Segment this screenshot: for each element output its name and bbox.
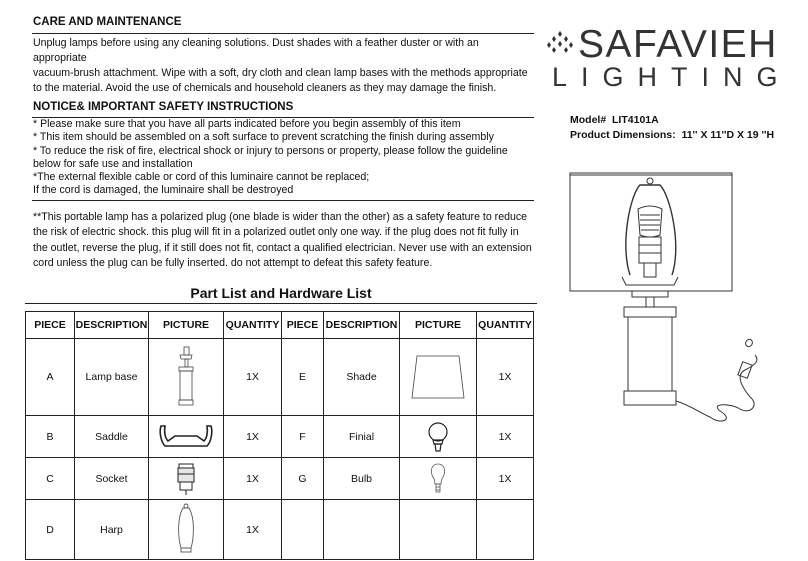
bulb-icon <box>428 462 448 496</box>
header-quantity: QUANTITY <box>477 312 534 339</box>
description-cell: Shade <box>324 339 400 416</box>
piece-cell: B <box>26 416 75 458</box>
header-piece: PIECE <box>26 312 75 339</box>
description-cell <box>324 500 400 560</box>
product-dimensions <box>570 129 774 141</box>
shade-outline <box>570 173 732 291</box>
picture-cell <box>400 416 477 458</box>
dimensions-value: 11'' X 11''D X 19 ''H <box>681 129 775 141</box>
description-cell: Lamp base <box>75 339 149 416</box>
care-line: to the material. Avoid the use of chemicals and household cleaners as they may damage the finish. <box>33 82 497 94</box>
socket-icon <box>173 462 199 496</box>
care-line: appropriate <box>33 52 87 64</box>
safety-line: below for safe use and installation <box>33 157 193 170</box>
care-line: vacuum-brush attachment. Wipe with a soft, dry cloth and clean lamp bases with the methods appropriate <box>33 67 528 79</box>
dimensions-label: Product Dimensions: <box>570 129 676 141</box>
quantity-cell: 1X <box>224 339 282 416</box>
header-description: DESCRIPTION <box>324 312 400 339</box>
quantity-cell <box>477 500 534 560</box>
quantity-cell: 1X <box>224 416 282 458</box>
header-picture: PICTURE <box>400 312 477 339</box>
table-header-row <box>26 312 534 339</box>
safety-text <box>33 118 508 198</box>
plug-notice <box>33 210 532 271</box>
care-line: Unplug lamps before using any cleaning solutions. Dust shades with a feather duster or with an <box>33 37 479 49</box>
safety-line: If the cord is damaged, the luminaire shall be destroyed <box>33 184 294 197</box>
care-divider <box>32 33 534 34</box>
table-row <box>26 339 534 416</box>
saddle-icon <box>157 422 215 452</box>
brand-subname: LIGHTING <box>552 62 792 92</box>
model-value: LIT4101A <box>612 114 659 126</box>
quantity-cell: 1X <box>477 458 534 500</box>
table-title-divider <box>25 303 537 304</box>
description-cell: Harp <box>75 500 149 560</box>
safety-line: * Please make sure that you have all parts indicated before you begin assembly of this item <box>33 118 461 130</box>
quantity-cell: 1X <box>224 500 282 560</box>
safety-line: * This item should be assembled on a soft surface to prevent scratching the finish during assembly <box>33 131 494 144</box>
piece-cell: C <box>26 458 75 500</box>
picture-cell <box>400 339 477 416</box>
picture-cell <box>149 416 224 458</box>
plug-line: the risk of electric shock. this plug will fit in a polarized outlet only one way. if the plug does not fit fully in <box>33 226 519 239</box>
table-row <box>26 416 534 458</box>
lamp-assembly-illustration <box>560 165 790 435</box>
brand-name: SAFAVIEH <box>578 23 778 66</box>
piece-cell <box>282 500 324 560</box>
piece-cell: F <box>282 416 324 458</box>
care-text <box>33 36 528 96</box>
header-picture: PICTURE <box>149 312 224 339</box>
picture-cell <box>149 500 224 560</box>
picture-cell <box>400 500 477 560</box>
plug-line: **This portable lamp has a polarized plug (one blade is wider than the other) as a safety feature to reduce <box>33 211 528 223</box>
safety-line: *The external flexible cable or cord of this luminaire cannot be replaced; <box>33 171 370 184</box>
safety-bottom-divider <box>32 200 534 201</box>
model-number <box>570 114 659 126</box>
description-cell: Socket <box>75 458 149 500</box>
picture-cell <box>400 458 477 500</box>
table-row <box>26 500 534 560</box>
description-cell: Saddle <box>75 416 149 458</box>
picture-cell <box>149 339 224 416</box>
description-cell: Finial <box>324 416 400 458</box>
safety-heading: NOTICE& IMPORTANT SAFETY INSTRUCTIONS <box>33 101 294 113</box>
parts-table-title: Part List and Hardware List <box>190 285 372 301</box>
quantity-cell: 1X <box>477 416 534 458</box>
lamp-base-icon <box>171 344 201 410</box>
quantity-cell: 1X <box>477 339 534 416</box>
piece-cell: A <box>26 339 75 416</box>
plug-line: cord unless the plug can be fully inserted. do not attempt to defeat this safety feature. <box>33 256 433 269</box>
piece-cell: E <box>282 339 324 416</box>
plug-line: the outlet, reverse the plug, if it still does not fit, contact a qualified electrician. Never use with an extension <box>33 241 532 254</box>
piece-cell: G <box>282 458 324 500</box>
header-quantity: QUANTITY <box>224 312 282 339</box>
header-description: DESCRIPTION <box>75 312 149 339</box>
piece-cell: D <box>26 500 75 560</box>
description-cell: Bulb <box>324 458 400 500</box>
finial-icon <box>426 420 450 454</box>
model-label: Model# <box>570 114 607 126</box>
brand-logo-icon <box>546 30 574 56</box>
table-row <box>26 458 534 500</box>
parts-table <box>25 311 534 560</box>
harp-icon <box>173 502 199 558</box>
header-piece: PIECE <box>282 312 324 339</box>
quantity-cell: 1X <box>224 458 282 500</box>
safety-line: * To reduce the risk of fire, electrical shock or injury to persons or property, please follow the guideline <box>33 144 508 157</box>
care-heading: CARE AND MAINTENANCE <box>33 16 182 28</box>
picture-cell <box>149 458 224 500</box>
shade-icon <box>408 351 468 403</box>
